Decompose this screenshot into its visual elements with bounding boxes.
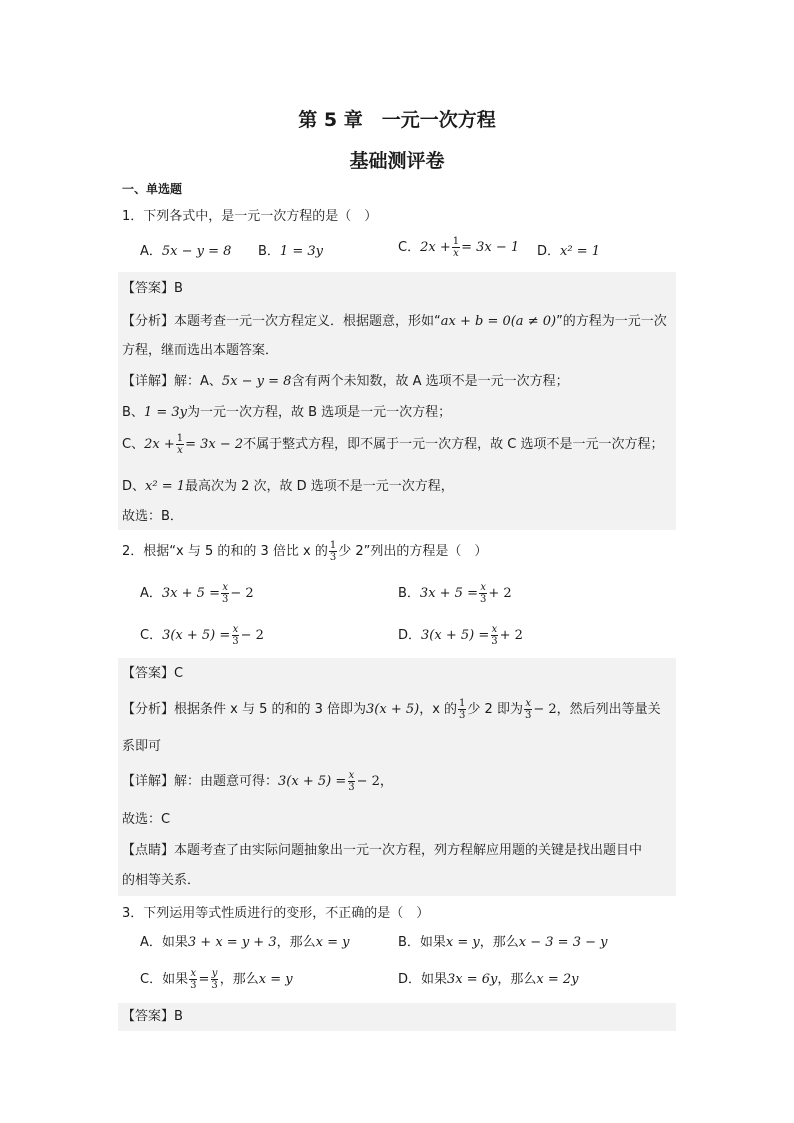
q1-detail3-fraction [176,433,184,456]
q1-detail4-text-b: 最高次为 2 次，故 D 选项不是一元一次方程， [185,479,454,494]
q1-choose: 故选：B． [122,509,183,524]
q2-option-a-label: A． [140,586,162,601]
q2-detail-text-b: ， [379,774,393,789]
q2-option-b-num: x [480,582,486,593]
q1-analysis-math: ax + b = 0(a ≠ 0) [440,314,557,329]
q2-analysis-text-d: ，然后列出等量关 [556,702,661,717]
q2-option-d-fraction [490,624,498,647]
q2-stem-text-a: 2．根据“x 与 5 的和的 3 倍比 x 的 [122,544,328,559]
page-title: 第 5 章 一元一次方程 [298,109,496,131]
page-subtitle: 基础测评卷 [349,150,445,172]
q1-option-a [140,243,231,261]
q1-option-c-num: 1 [452,236,460,247]
q2-option-c-pre: 3(x + 5) = [162,628,231,643]
q3-option-a [140,934,349,952]
q1-detail3-num: 1 [176,433,184,444]
q2-analysis-math2: − 2 [533,702,557,717]
q2-detail-pre: 3(x + 5) = [278,774,347,789]
q1-detail3-text-b: 不属于整式方程，即不属于一元一次方程，故 C 选项不是一元一次方程； [243,437,664,452]
q1-option-d-math: x² = 1 [560,244,600,259]
q2-option-b-fraction [479,582,487,605]
q1-detail-line1 [122,373,569,391]
q2-option-a-pre: 3x + 5 = [161,586,220,601]
q1-detail2-math: 1 = 3y [143,405,187,420]
q2-option-b [398,582,512,605]
q2-detail-num: x [348,770,355,781]
q1-detail3-den: x [177,445,183,456]
q2-option-c-den: 3 [232,636,239,647]
q2-stem-fraction [329,540,337,563]
q1-option-b-math: 1 = 3y [279,244,323,259]
q1-detail1-math: 5x − y = 8 [221,374,292,389]
q2-option-c-num: x [232,624,239,635]
q3-option-d-math2: x = 2y [536,972,579,987]
q2-analysis-num2: x [525,698,531,709]
q1-option-b-label: B． [258,244,280,259]
q3-option-b-math1: x = y [445,935,480,950]
q2-option-b-label: B． [398,586,420,601]
q3-option-c-text2: ，那么 [219,972,259,987]
q1-option-d [537,243,600,261]
q2-option-d [398,624,523,647]
q2-option-a-post: − 2 [230,586,254,601]
q2-analysis-den2: 3 [524,710,532,721]
q1-option-c [398,236,519,259]
q1-option-c-den: x [453,248,459,259]
q1-option-c-label: C． [398,240,421,255]
q3-option-c-text1: C．如果 [140,972,189,987]
q2-analysis-text-a: 【分析】根据条件 x 与 5 的和的 3 倍即为 [122,702,367,717]
q3-option-c-fraction1 [189,968,197,991]
q1-analysis-text-a: 【分析】本题考查一元一次方程定义．根据题意，形如“ [122,314,441,329]
q2-option-b-den: 3 [479,594,487,605]
q2-detail-post: − 2 [356,774,380,789]
q3-option-d [398,971,579,989]
q2-analysis-math1: 3(x + 5) [366,702,420,717]
q2-analysis-text-b: ，x 的 [419,702,458,717]
q3-option-d-math1: 3x = 6y [447,972,498,987]
q3-option-c-math2: x = y [258,972,293,987]
q3-option-b [398,934,607,952]
q1-option-c-post: = 3x − 1 [461,240,520,255]
q3-option-c-den2: 3 [211,980,218,991]
q1-option-b [258,243,323,261]
q1-analysis-text-b: ”的方程为一元一次 [556,314,667,329]
q2-option-d-den: 3 [491,636,498,647]
q2-option-a-num: x [222,582,228,593]
q3-answer: 【答案】B [122,1009,183,1024]
q1-detail4-math: x² = 1 [145,479,185,494]
q1-option-a-math: 5x − y = 8 [161,244,232,259]
q2-detail-line [122,770,393,793]
q3-option-c-eq: = [198,972,210,987]
q2-stem-num: 1 [329,540,337,551]
q2-analysis-line1 [122,698,661,721]
q2-option-c-post: − 2 [240,628,264,643]
q2-option-d-label: D． [398,628,422,643]
q2-choose: 故选：C [122,812,171,827]
q1-detail-line3 [122,433,664,456]
q3-option-b-text1: B．如果 [398,935,446,950]
q2-stem-den: 3 [329,552,337,563]
q3-stem: 3．下列运用等式性质进行的变形，不正确的是（ ） [122,906,430,921]
q1-detail1-text-a: 【详解】解：A、 [122,374,222,389]
q2-analysis-num1: 1 [459,698,466,709]
q3-option-a-math2: x = y [315,935,350,950]
q1-stem: 1．下列各式中，是一元一次方程的是（ ） [122,209,378,224]
q2-answer: 【答案】C [122,666,184,681]
q2-detail-text-a: 【详解】解：由题意可得： [122,774,279,789]
section-heading: 一、单选题 [122,182,183,196]
q3-option-c [140,968,293,991]
q2-stem-text-b: 少 2”列出的方程是（ ） [338,544,488,559]
q1-option-c-pre: 2x + [420,240,451,255]
q2-analysis-text-c: 少 2 即为 [467,702,523,717]
q1-detail3-pre: 2x + [144,437,175,452]
q3-option-b-math2: x − 3 = 3 − y [518,935,608,950]
q1-analysis-line2: 方程，继而选出本题答案． [122,343,279,358]
q3-option-a-text2: ，那么 [276,935,316,950]
q1-analysis-line1 [122,313,667,331]
q2-option-c-label: C． [140,628,163,643]
q2-comment-line2: 的相等关系． [122,873,201,888]
q1-detail1-text-b: 含有两个未知数，故 A 选项不是一元一次方程； [291,374,569,389]
q1-detail-line2 [122,404,451,422]
q3-option-c-den1: 3 [190,980,197,991]
q3-option-c-num1: x [190,968,197,979]
q1-detail4-text-a: D、 [122,479,146,494]
q3-option-d-text2: ，那么 [497,972,537,987]
q2-option-c [140,624,264,647]
q1-option-a-label: A． [140,244,162,259]
q3-solution-panel [118,1003,676,1031]
q1-detail2-text-a: B、 [122,405,144,420]
q1-detail-line4 [122,478,454,496]
q2-analysis-line2: 系即可 [122,739,162,754]
q2-option-b-post: + 2 [488,586,512,601]
q1-detail3-text-a: C、 [122,437,145,452]
q2-comment-line1: 【点睛】本题考查了由实际问题抽象出一元一次方程，列方程解应用题的关键是找出题目中 [122,843,643,858]
q2-analysis-fraction2 [524,698,532,721]
q1-answer: 【答案】B [122,281,183,296]
q2-detail-den: 3 [348,782,355,793]
q2-option-d-pre: 3(x + 5) = [421,628,490,643]
q2-option-a-fraction [221,582,229,605]
q1-option-d-label: D． [537,244,561,259]
q2-detail-fraction [347,770,355,793]
q1-detail2-text-b: 为一元一次方程，故 B 选项是一元一次方程； [186,405,452,420]
q3-option-c-num2: y [211,968,218,979]
q2-option-d-num: x [491,624,498,635]
q1-detail3-post: = 3x − 2 [185,437,244,452]
q2-option-a-den: 3 [221,594,229,605]
q2-option-c-fraction [231,624,239,647]
q3-option-d-text1: D．如果 [398,972,448,987]
q2-stem [122,540,487,563]
q3-option-c-fraction2 [210,968,218,991]
q3-option-b-text2: ，那么 [479,935,519,950]
q2-option-a [140,582,254,605]
q3-option-a-text1: A．如果 [140,935,188,950]
q1-option-c-fraction [452,236,460,259]
q2-analysis-den1: 3 [459,710,466,721]
q2-option-b-pre: 3x + 5 = [419,586,478,601]
q2-analysis-fraction1 [458,698,466,721]
q3-option-a-math1: 3 + x = y + 3 [187,935,277,950]
q2-option-d-post: + 2 [499,628,523,643]
